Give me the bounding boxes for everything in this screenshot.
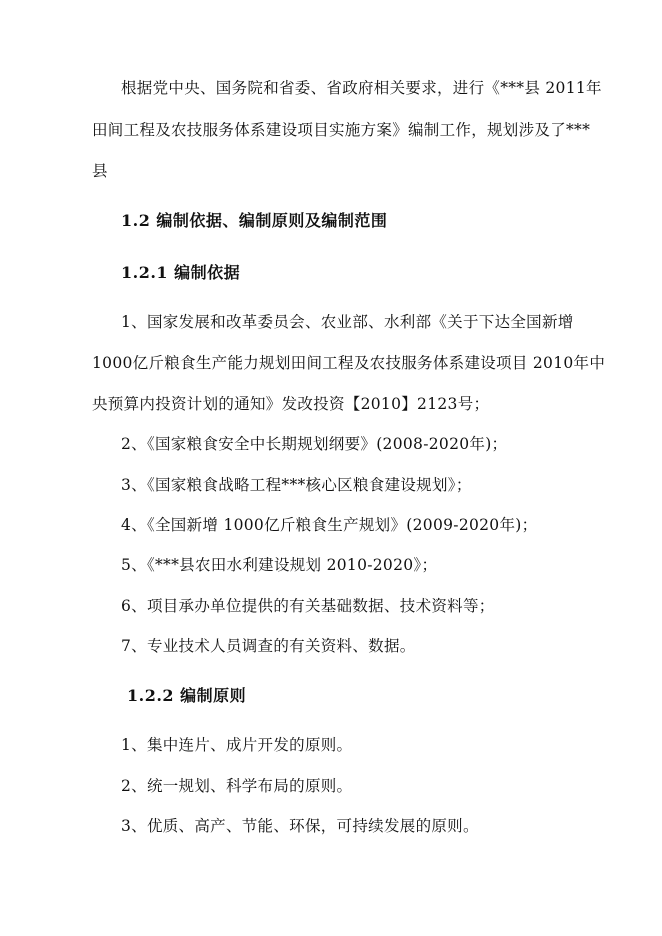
basis-item-7: 7、专业技术人员调查的有关资料、数据。 <box>121 637 416 655</box>
intro-line-1: 根据党中央、国务院和省委、省政府相关要求，进行《***县 2011年 <box>121 79 602 97</box>
principle-item-1: 1、集中连片、成片开发的原则。 <box>121 736 353 754</box>
section-1-2-1-heading: 1.2.1 编制依据 <box>121 263 241 282</box>
intro-line-3: 县 <box>92 162 108 180</box>
basis-item-4: 4、《全国新增 1000亿斤粮食生产规划》(2009-2020年)； <box>121 516 538 534</box>
basis-item-5: 5、《***县农田水利建设规划 2010-2020》； <box>121 556 438 574</box>
principle-item-3: 3、优质、高产、节能、环保，可持续发展的原则。 <box>121 817 479 835</box>
principle-item-2: 2、统一规划、科学布局的原则。 <box>121 777 353 795</box>
section-1-2-2-heading: 1.2.2 编制原则 <box>127 686 247 705</box>
intro-line-2: 田间工程及农技服务体系建设项目实施方案》编制工作，规划涉及了*** <box>92 121 591 139</box>
basis-item-1-line-3: 央预算内投资计划的通知》发改投资【2010】2123号； <box>92 395 490 413</box>
section-1-2-heading: 1.2 编制依据、编制原则及编制范围 <box>121 211 388 230</box>
basis-item-2: 2、《国家粮食安全中长期规划纲要》(2008-2020年)； <box>121 435 508 453</box>
basis-item-3: 3、《国家粮食战略工程***核心区粮食建设规划》； <box>121 476 472 494</box>
basis-item-6: 6、项目承办单位提供的有关基础数据、技术资料等； <box>121 597 495 615</box>
basis-item-1-line-2: 1000亿斤粮食生产能力规划田间工程及农技服务体系建设项目 2010年中 <box>92 354 606 372</box>
basis-item-1-line-1: 1、国家发展和改革委员会、农业部、水利部《关于下达全国新增 <box>121 313 574 331</box>
